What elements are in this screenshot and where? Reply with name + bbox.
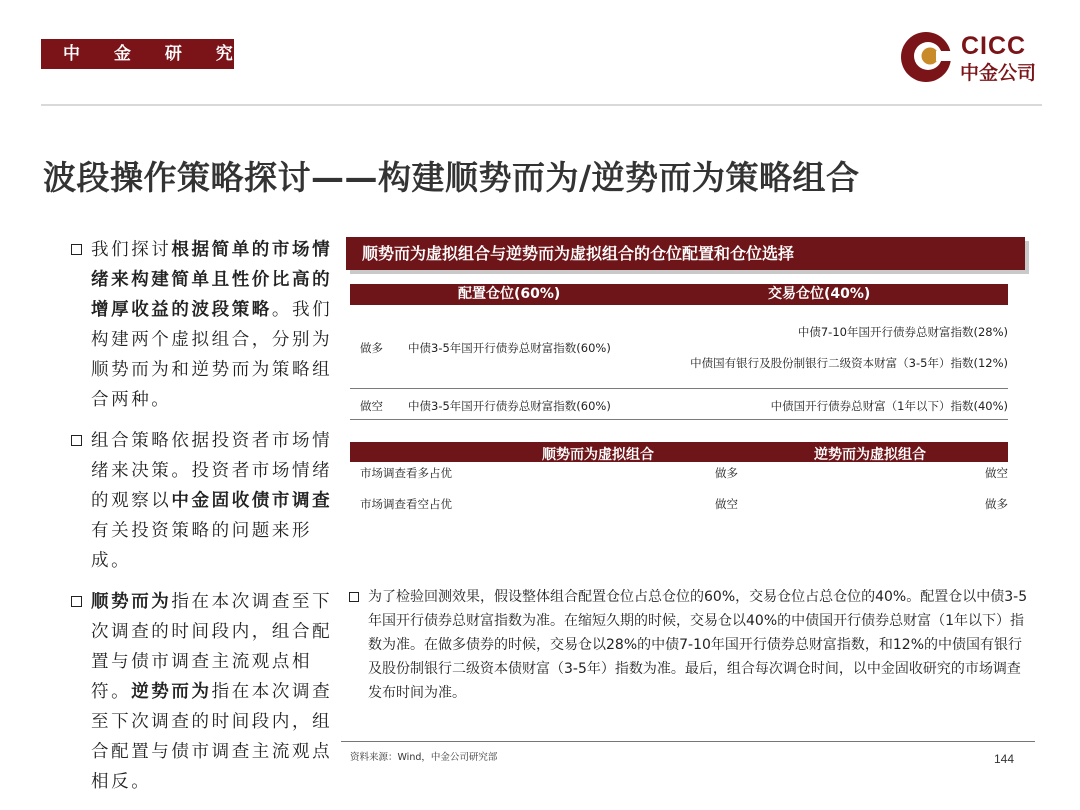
strategy-row-2-condition: 市场调查看空占优 [360, 497, 452, 511]
bullet-emphasis: 中金固收债市调查 [171, 491, 333, 511]
allocation-header-bar [350, 284, 1008, 305]
long-label: 做多 [360, 341, 383, 355]
left-bullet [70, 426, 338, 576]
strategy-row-1-condition: 市场调查看多占优 [360, 466, 452, 480]
note-text: 为了检验回测效果，假设整体组合配置仓位占总仓位的60%，交易仓位占总仓位的40%。配置仓以中债3-5年国开行债券总财富指数为准。在缩短久期的时候，交易仓以40%的中债国开行债券总财富（1年以下）指数为准。在做多债券的时候，交易仓以28%的中债7-10年国开行债券总财富指数，和12%的中债国有银行及股份制银行二级资本债财富（3-5年）指数为准。最后，组合每次调仓时间，以中金固收研究的市场调查发布时间为准。 [368, 589, 1028, 701]
bullet-emphasis: 顺势而为 [91, 592, 172, 612]
bullet-text: 。我们构建两个虚拟组合，分别为顺势而为和逆势而为策略组合两种。 [91, 300, 333, 410]
bullet-text: 指在本次调查至下次调查的时间段内，组合配置与债市调查主流观点相符。 [91, 592, 333, 702]
strategy-header-bar [350, 442, 1008, 462]
bullet-emphasis: 逆势而为 [131, 682, 212, 702]
row-divider [350, 388, 1008, 389]
bullet-text: 组合策略依据投资者市场情绪来决策。投资者市场情绪的观察以 [91, 431, 333, 511]
config-position-header: 配置仓位(60%) [458, 286, 561, 302]
contrarian-portfolio-header: 逆势而为虚拟组合 [814, 447, 926, 463]
trading-position-header: 交易仓位(40%) [768, 286, 871, 302]
source-note: 资料来源：Wind，中金公司研究部 [350, 752, 498, 763]
bullet-text: 指在本次调查至下次调查的时间段内，组合配置与债市调查主流观点相反。 [91, 682, 333, 792]
bullet-emphasis: 根据简单的市场情绪来构建简单且性价比高的增厚收益的波段策略 [91, 240, 333, 320]
table-title: 顺势而为虚拟组合与逆势而为虚拟组合的仓位配置和仓位选择 [346, 237, 1025, 270]
long-config: 中债3-5年国开行债券总财富指数(60%) [408, 341, 611, 355]
bullet-text: 有关投资策略的问题来形成。 [91, 521, 313, 571]
cicc-logo-icon [900, 31, 952, 83]
footer-divider [341, 741, 1035, 742]
short-config: 中债3-5年国开行债券总财富指数(60%) [408, 399, 611, 413]
header-divider [41, 104, 1042, 106]
left-bullet-list [70, 235, 338, 808]
department-badge: 中 金 研 究 部 [41, 39, 234, 69]
long-trading-2: 中债国有银行及股份制银行二级资本财富（3-5年）指数(12%) [690, 356, 1008, 370]
strategy-row-2-trend: 做空 [715, 497, 738, 511]
left-bullet [70, 235, 338, 415]
strategy-row-1-contrarian: 做空 [985, 466, 1008, 480]
cicc-logo [900, 31, 1045, 85]
logo-english: CICC [961, 32, 1027, 60]
bullet-square-icon [71, 435, 82, 446]
page-number: 144 [994, 752, 1015, 766]
short-label: 做空 [360, 399, 383, 413]
long-trading-1: 中债7-10年国开行债券总财富指数(28%) [797, 325, 1008, 339]
left-bullet [70, 587, 338, 797]
logo-chinese: 中金公司 [960, 62, 1037, 84]
strategy-row-1-trend: 做多 [715, 466, 738, 480]
page-title: 波段操作策略探讨——构建顺势而为/逆势而为策略组合 [43, 158, 860, 197]
trend-portfolio-header: 顺势而为虚拟组合 [542, 447, 654, 463]
bullet-square-icon [71, 244, 82, 255]
short-trading: 中债国开行债券总财富（1年以下）指数(40%) [770, 399, 1008, 413]
bullet-square-icon [71, 596, 82, 607]
note-bullet-icon [349, 592, 359, 602]
strategy-row-2-contrarian: 做多 [985, 497, 1008, 511]
methodology-note [349, 585, 1029, 705]
bullet-text: 我们探讨 [91, 240, 172, 260]
table-divider [350, 419, 1008, 420]
